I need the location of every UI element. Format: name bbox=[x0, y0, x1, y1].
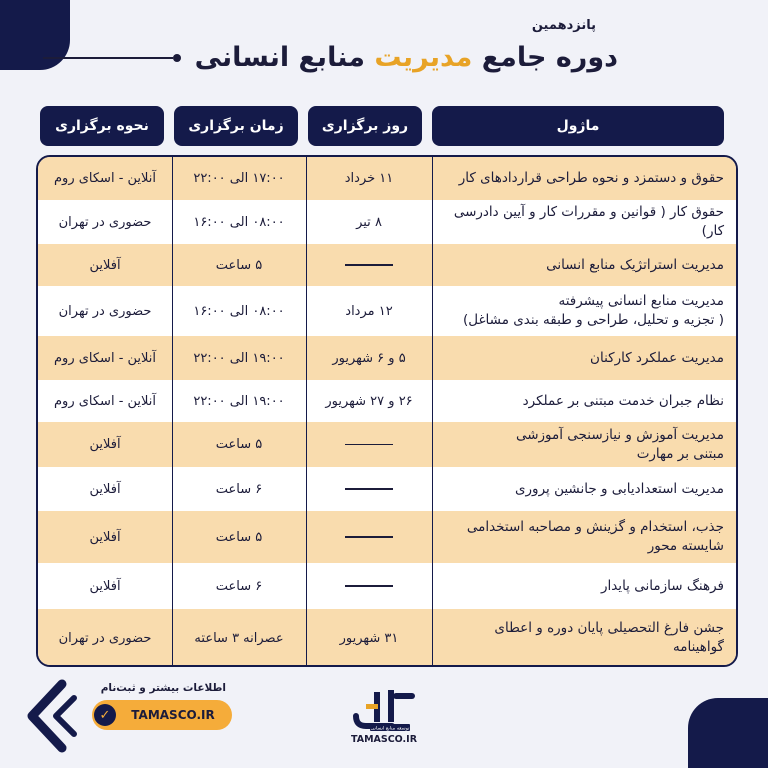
table-row bbox=[38, 422, 736, 467]
module-label: مدیریت آموزش و نیازسنجی آموزشی مبتنی بر مهارت bbox=[515, 426, 724, 462]
cell-day bbox=[306, 244, 432, 286]
header-module: ماژول bbox=[432, 106, 724, 146]
table-row bbox=[38, 563, 736, 609]
table-row bbox=[38, 286, 736, 336]
cell-module bbox=[432, 609, 736, 667]
title-line bbox=[43, 57, 173, 59]
table-row bbox=[38, 200, 736, 244]
info-label: اطلاعات بیشتر و ثبت‌نام bbox=[100, 682, 226, 694]
table-row bbox=[38, 380, 736, 422]
cell-module bbox=[432, 511, 736, 563]
cell-module bbox=[432, 422, 736, 467]
module-label: حقوق و دستمزد و نحوه طراحی قراردادهای کار bbox=[458, 170, 724, 186]
table-row bbox=[38, 467, 736, 511]
header-time: زمان برگزاری bbox=[174, 106, 298, 146]
empty-dash bbox=[345, 585, 393, 587]
title-part-1: دوره جامع bbox=[472, 42, 618, 73]
cell-day: ۲۶ و ۲۷ شهریور bbox=[325, 393, 413, 409]
page-title bbox=[195, 42, 618, 73]
table-row bbox=[38, 336, 736, 380]
cell-mode: حضوری در تهران bbox=[58, 214, 152, 230]
module-label: مدیریت منابع انسانی پیشرفته ( تجزیه و تحلیل، طراحی و طبقه بندی مشاغل) bbox=[463, 293, 724, 328]
cell-mode: آفلاین bbox=[89, 529, 121, 545]
cell-module bbox=[432, 157, 736, 200]
cell-day bbox=[306, 467, 432, 511]
module-label: نظام جبران خدمت مبتنی بر عملکرد bbox=[522, 392, 724, 409]
page-subtitle: پانزدهمین bbox=[531, 18, 596, 33]
cell-module bbox=[432, 244, 736, 286]
cell-mode: آفلاین bbox=[89, 437, 121, 452]
cell-mode: آنلاین - اسکای روم bbox=[54, 350, 157, 366]
corner-decoration-bottom-right bbox=[688, 698, 768, 768]
cell-module bbox=[432, 286, 736, 336]
cell-time: ۰۸:۰۰ الی ۱۶:۰۰ bbox=[193, 303, 285, 319]
cell-mode: حضوری در تهران bbox=[58, 303, 152, 319]
cell-time: ۱۹:۰۰ الی ۲۲:۰۰ bbox=[193, 393, 285, 409]
module-label: مدیریت عملکرد کارکنان bbox=[590, 349, 724, 366]
cell-time: ۵ ساعت bbox=[215, 529, 263, 545]
cell-mode: آفلاین bbox=[89, 578, 121, 594]
cell-mode: آنلاین - اسکای روم bbox=[54, 171, 157, 186]
cell-day bbox=[306, 511, 432, 563]
cell-mode: آنلاین - اسکای روم bbox=[54, 393, 157, 409]
table-row bbox=[38, 244, 736, 286]
cell-time: ۶ ساعت bbox=[215, 578, 263, 594]
logo-caption: توسعه منابع انسانی bbox=[370, 726, 410, 732]
cell-time: ۱۹:۰۰ الی ۲۲:۰۰ bbox=[193, 350, 285, 366]
module-label: مدیریت استراتژیک منابع انسانی bbox=[546, 256, 724, 273]
cell-day: ۵ و ۶ شهریور bbox=[332, 350, 406, 366]
website-text: TAMASCO.IR bbox=[131, 708, 215, 722]
cell-time: ۰۸:۰۰ الی ۱۶:۰۰ bbox=[193, 214, 285, 230]
column-divider bbox=[172, 157, 173, 665]
cell-day bbox=[306, 563, 432, 609]
title-part-2: مدیریت bbox=[374, 42, 473, 73]
module-label: جذب، استخدام و گزینش و مصاحبه استخدامی شایسته محور bbox=[466, 519, 724, 554]
module-label: جشن فارغ التحصیلی پایان دوره و اعطای گواهینامه bbox=[494, 620, 724, 655]
cell-time: ۱۷:۰۰ الی ۲۲:۰۰ bbox=[193, 171, 285, 186]
cell-mode: آفلاین bbox=[89, 481, 121, 497]
empty-dash bbox=[345, 444, 393, 446]
column-divider bbox=[432, 157, 433, 665]
cell-time: عصرانه ۳ ساعته bbox=[194, 630, 284, 646]
schedule-table bbox=[36, 155, 738, 667]
header-day: روز برگزاری bbox=[308, 106, 422, 146]
cell-day: ۸ تیر bbox=[356, 214, 382, 230]
table-row bbox=[38, 609, 736, 667]
module-label: مدیریت استعدادیابی و جانشین پروری bbox=[514, 480, 724, 497]
empty-dash bbox=[345, 536, 393, 538]
cell-day bbox=[306, 422, 432, 467]
chevron-left-icon[interactable] bbox=[22, 678, 80, 754]
cell-day: ۱۲ مرداد bbox=[345, 303, 393, 319]
cell-module bbox=[432, 336, 736, 380]
header-mode: نحوه برگزاری bbox=[40, 106, 164, 146]
cell-module bbox=[432, 467, 736, 511]
module-label: فرهنگ سازمانی پایدار bbox=[600, 577, 724, 594]
cell-time: ۵ ساعت bbox=[215, 437, 263, 452]
column-divider bbox=[306, 157, 307, 665]
tamasco-logo bbox=[352, 686, 416, 732]
table-row bbox=[38, 511, 736, 563]
module-label: حقوق کار ( قوانین و مقررات کار و آیین دادرسی کار) bbox=[453, 204, 724, 239]
table-row bbox=[38, 157, 736, 200]
empty-dash bbox=[345, 264, 393, 266]
empty-dash bbox=[345, 488, 393, 490]
cell-day: ۳۱ شهریور bbox=[339, 630, 399, 646]
check-icon: ✓ bbox=[94, 704, 116, 726]
title-dot bbox=[173, 54, 181, 62]
column-headers bbox=[40, 106, 724, 146]
cell-module bbox=[432, 563, 736, 609]
title-part-3: منابع انسانی bbox=[194, 42, 375, 73]
cell-time: ۶ ساعت bbox=[215, 481, 263, 497]
cell-day: ۱۱ خرداد bbox=[344, 171, 394, 186]
cell-module bbox=[432, 200, 736, 244]
cell-module bbox=[432, 380, 736, 422]
logo-text: TAMASCO.IR bbox=[350, 734, 418, 745]
cell-mode: حضوری در تهران bbox=[58, 630, 152, 646]
title-row bbox=[43, 42, 618, 73]
cell-mode: آفلاین bbox=[89, 257, 121, 273]
cell-time: ۵ ساعت bbox=[215, 257, 263, 273]
